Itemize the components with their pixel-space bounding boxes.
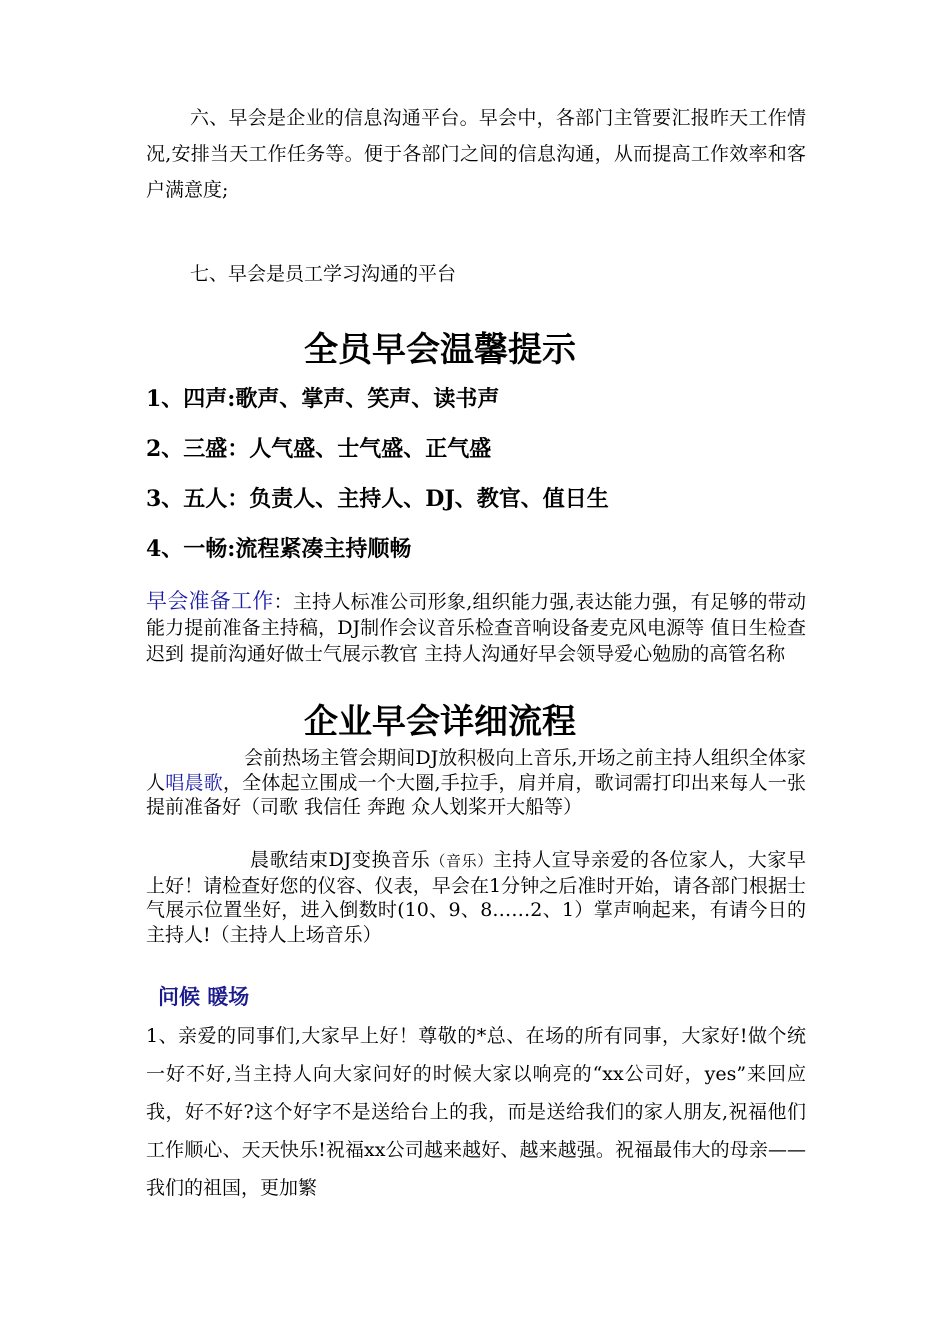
prep-text: 主持人标准公司形象,组织能力强,表达能力强，有足够的带动能力提前准备主持稿，DJ制作会议音乐检查音响设备麦克风电源等 值日生检查迟到 提前沟通好做士气展示教官 主持人沟通好早会领导爱心勉励的高管名称 — [146, 591, 806, 665]
prep-label: 早会准备工作 — [146, 589, 274, 613]
tips-title: 全员早会温馨提示 — [304, 330, 576, 370]
paragraph-seven: 七、早会是员工学习沟通的平台 — [190, 263, 457, 285]
flow-paragraph-1 — [146, 746, 806, 820]
flow-title: 企业早会详细流程 — [304, 702, 576, 742]
paragraph-six: 六、早会是企业的信息沟通平台。早会中，各部门主管要汇报昨天工作情况,安排当天工作任务等。便于各部门之间的信息沟通，从而提高工作效率和客户满意度; — [146, 107, 806, 201]
flow-text-2a: 晨歌结束DJ变换音乐 — [250, 849, 431, 871]
greeting-heading: 问候 暖场 — [158, 985, 250, 1009]
tip-item-2: 2、三盛：人气盛、士气盛、正气盛 — [146, 436, 492, 462]
flow-text-2b: 主持人宣导亲爱的各位家人，大家早上好！请检查好您的仪容、仪表，早会在1分钟之后准时开始，请各部门根据士气展示位置坐好，进入倒数时(10、9、8……2、1）掌声响起来，有请今日的主持人!（主持人上场音乐） — [146, 849, 806, 946]
music-note: （音乐） — [430, 852, 493, 870]
tip-item-1: 1、四声:歌声、掌声、笑声、读书声 — [146, 386, 500, 412]
flow-text-1a: 会前热场主管会期间DJ放积极向上音乐,开场之前主持人组织全体家人 — [146, 747, 806, 794]
prep-paragraph — [146, 588, 806, 667]
flow-text-1b: ，全体起立围成一个大圈,手拉手，肩并肩，歌词需打印出来每人一张提前准备好（司歌 我信任 奔跑 众人划桨开大船等） — [146, 771, 806, 818]
greeting-paragraph: 1、亲爱的同事们,大家早上好！尊敬的*总、在场的所有同事，大家好!做个统一好不好,当主持人向大家问好的时候大家以响亮的“xx公司好，yes”来回应我，好不好?这个好字不是送给台上的我，而是送给我们的家人朋友,祝福他们工作顺心、天天快乐!祝福xx公司越来越好、越来越强。祝福最伟大的母亲——我们的祖国，更加繁 — [146, 1025, 806, 1199]
flow-paragraph-2 — [146, 848, 806, 947]
tip-item-3: 3、五人：负责人、主持人、DJ、教官、值日生 — [146, 486, 609, 512]
prep-colon: ： — [273, 591, 293, 613]
tip-item-4: 4、一畅:流程紧凑主持顺畅 — [146, 536, 412, 562]
sing-morning-song-link[interactable]: 唱晨歌 — [165, 771, 223, 794]
